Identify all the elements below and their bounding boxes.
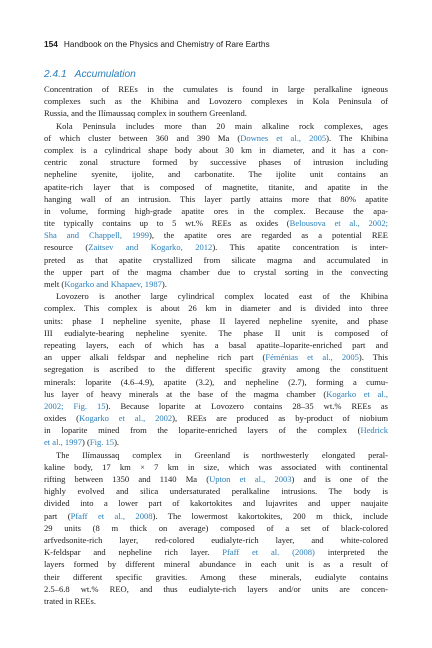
citation-link[interactable]: Pfaff et al. (2008) — [222, 547, 315, 558]
text-line — [44, 193, 388, 205]
text-run: in volume, forming high-grade apatite ores in the complex. Because the apa- — [44, 205, 388, 216]
text-run: ). This — [358, 352, 388, 363]
text-line — [44, 388, 388, 400]
text-line — [44, 254, 388, 266]
text-run: Russia, and the Ilímaussaq complex in southern Greenland. — [44, 108, 247, 119]
text-line — [44, 217, 388, 229]
text-run: ). The lowermost kakortokites, 200 m thick, include — [152, 510, 388, 521]
text-line — [44, 497, 388, 509]
text-line — [44, 558, 388, 570]
text-run: K-feldspar and nepheline rich layer. — [44, 547, 223, 558]
text-line — [44, 461, 388, 473]
text-run: hanging wall of an intrusion. This layer partly attains more that 80% apatite — [44, 193, 388, 204]
text-run: Concentration of REEs in the cumulates is found in large peralkaline igneous — [44, 84, 388, 94]
text-run: highly evolved and silica undersaturated peralkaline intrusions. The body is — [44, 486, 388, 497]
text-line — [44, 595, 388, 607]
text-run: segregation is ascribed to the different specific gravity among the constituent — [44, 364, 388, 375]
text-run: an upper alkali feldspar and nepheline rich part ( — [44, 352, 266, 363]
section-title: Accumulation — [74, 69, 136, 80]
text-line — [44, 351, 388, 363]
text-run: ). This apatite concentration is inter- — [212, 242, 388, 253]
text-line — [44, 510, 388, 522]
citation-link[interactable]: Pfaff et al., 2008 — [70, 510, 153, 521]
text-run: oxides ( — [44, 413, 80, 424]
text-run: the upper part of the magma chamber due to crystal sorting in the convecting — [44, 266, 388, 277]
citation-link[interactable]: Kogarko et al., 2002 — [79, 413, 173, 424]
text-run: Kola Peninsula includes more than 20 main alkaline rock complexes, ages — [56, 120, 388, 131]
text-line — [44, 144, 388, 156]
citation-link[interactable]: Fig. 15 — [89, 437, 115, 448]
text-run: rifting between 1350 and 1140 Ma ( — [44, 474, 210, 484]
text-run: ). — [114, 437, 120, 448]
text-run: melt ( — [44, 279, 65, 289]
text-run: III eudialyte-bearing nepheline syenite. The phase II unit is composed of — [44, 327, 388, 338]
text-line — [44, 339, 388, 351]
text-line — [44, 436, 388, 448]
text-line — [44, 571, 388, 583]
text-line — [44, 522, 388, 534]
text-line — [44, 583, 388, 595]
text-run: ). — [161, 279, 167, 289]
citation-link[interactable]: Zaitsev and Kogarko, 2012 — [88, 242, 213, 253]
text-line — [44, 290, 388, 302]
text-run: nepheline syenite, ijolite, and carbonatite. The ijolite unit contains an — [44, 169, 388, 180]
text-run: ) and is one of the — [291, 474, 388, 484]
running-header — [44, 38, 388, 50]
text-run: ). The Khibina — [326, 132, 388, 143]
text-run: ) ( — [81, 437, 90, 448]
text-line — [44, 95, 388, 107]
section-heading — [44, 68, 388, 82]
text-line — [44, 485, 388, 497]
text-run: ), the apatite ores are regarded as a potential REE — [149, 230, 388, 241]
text-run: trated in REEs. — [44, 595, 96, 606]
text-run: layers formed by different mineral abundance in each unit is as a result of — [44, 559, 388, 570]
text-line — [44, 241, 388, 253]
text-run: their different specific gravities. Among these minerals, eudialyte contains — [44, 571, 388, 582]
text-line — [44, 327, 388, 339]
text-run: resource ( — [44, 242, 89, 253]
text-run: units: phase I nepheline syenite, phase II layered nepheline syenite, and phase — [44, 315, 388, 326]
text-line — [44, 546, 388, 558]
text-line — [44, 315, 388, 327]
text-line — [44, 449, 388, 461]
citation-link[interactable]: Féménias et al., 2005 — [265, 352, 359, 363]
text-run: of which cluster between 360 and 390 Ma ( — [44, 132, 241, 143]
text-run: minerals: loparite (4.6–4.9), apatite (3.2), and nepheline (2.7), forming a cumu- — [44, 376, 388, 387]
text-line — [44, 376, 388, 388]
text-run: repeating layers, each of which has a basal apatite–loparite-enriched part and — [44, 339, 388, 350]
text-line — [44, 412, 388, 424]
citation-link[interactable]: Upton et al., 2003 — [209, 474, 292, 484]
text-run: complexes such as the Khibina and Lovozero complexes in Kola Peninsula of — [44, 96, 388, 107]
book-page — [44, 38, 388, 607]
text-line — [44, 120, 388, 132]
text-line — [44, 156, 388, 168]
text-run: centric zonal structure formed by successive phases of intrusion including — [44, 157, 388, 168]
text-run: kaline body, 17 km × 7 km in size, which was associated with continental — [44, 461, 388, 472]
text-run: 2.5–6.8 wt.% REO, and thus eudialyte-rich layers and/or units are concen- — [44, 583, 388, 594]
text-run: complex. This complex is about 26 km in diameter and is divided into three — [44, 303, 388, 314]
text-run: preted as that apatite crystallized from silicate magma and accumulated in — [44, 254, 388, 265]
text-line — [44, 83, 388, 95]
text-line — [44, 132, 388, 144]
text-run: arfvedsonite-rich layer, red-colored eudialyte-rich layer, and white-colored — [44, 534, 388, 545]
citation-link[interactable]: Belousova et al., 2002; — [289, 218, 388, 229]
citation-link[interactable]: Kogarko et al., — [326, 388, 388, 399]
text-run: complex is a cylindrical shape body about 30 km in diameter, and it has a con- — [44, 144, 388, 155]
text-run: in loparite mined from the loparite-enriched layers of the complex ( — [44, 425, 361, 436]
citation-link[interactable]: Kogarko and Khapaev, 1987 — [64, 279, 162, 289]
text-run: ), REEs are produced as by-product of niobium — [172, 413, 388, 424]
text-run: Lovozero is another large cylindrical complex located east of the Khibina — [56, 291, 388, 302]
text-line — [44, 229, 388, 241]
text-line — [44, 302, 388, 314]
text-line — [44, 534, 388, 546]
citation-link[interactable]: et al., 1997 — [44, 437, 82, 448]
text-run: The Ilímaussaq complex in Greenland is northwesterly elongated peral- — [56, 449, 388, 460]
text-line — [44, 278, 388, 290]
text-line — [44, 363, 388, 375]
text-line — [44, 168, 388, 180]
text-line — [44, 473, 388, 485]
text-run: divided into a lower part of kakortokites and lujavrites and upper naujaite — [44, 498, 388, 509]
body-text — [44, 83, 388, 607]
text-run: 29 units (8 m thick on average) composed of a set of black-colored — [44, 522, 388, 533]
running-title: Handbook on the Physics and Chemistry of Rare Earths — [63, 39, 270, 49]
citation-link[interactable]: Hedrick — [360, 425, 388, 436]
text-run: ). Because loparite at Lovozero contains 28–35 wt.% REEs as — [105, 400, 389, 411]
page-number: 154 — [44, 39, 58, 49]
text-run: apatite-rich layer that is composed of magnetite, titanite, and apatite in the — [44, 181, 388, 192]
citation-link[interactable]: Sha and Chappell, 1999 — [44, 230, 149, 241]
text-line — [44, 181, 388, 193]
citation-link[interactable]: Downes et al., 2005 — [240, 132, 327, 143]
text-run: lus layer of heavy minerals at the base of the magma chamber ( — [44, 388, 327, 399]
citation-link[interactable]: 2002; Fig. 15 — [44, 400, 106, 411]
text-line — [44, 107, 388, 119]
text-line — [44, 266, 388, 278]
text-run: tite typically contains up to 5 wt.% REEs as oxides ( — [44, 218, 290, 229]
text-run: part ( — [44, 510, 71, 521]
text-line — [44, 424, 388, 436]
text-line — [44, 400, 388, 412]
text-run: interpreted the — [314, 547, 389, 558]
text-line — [44, 205, 388, 217]
section-number: 2.4.1 — [44, 69, 67, 80]
